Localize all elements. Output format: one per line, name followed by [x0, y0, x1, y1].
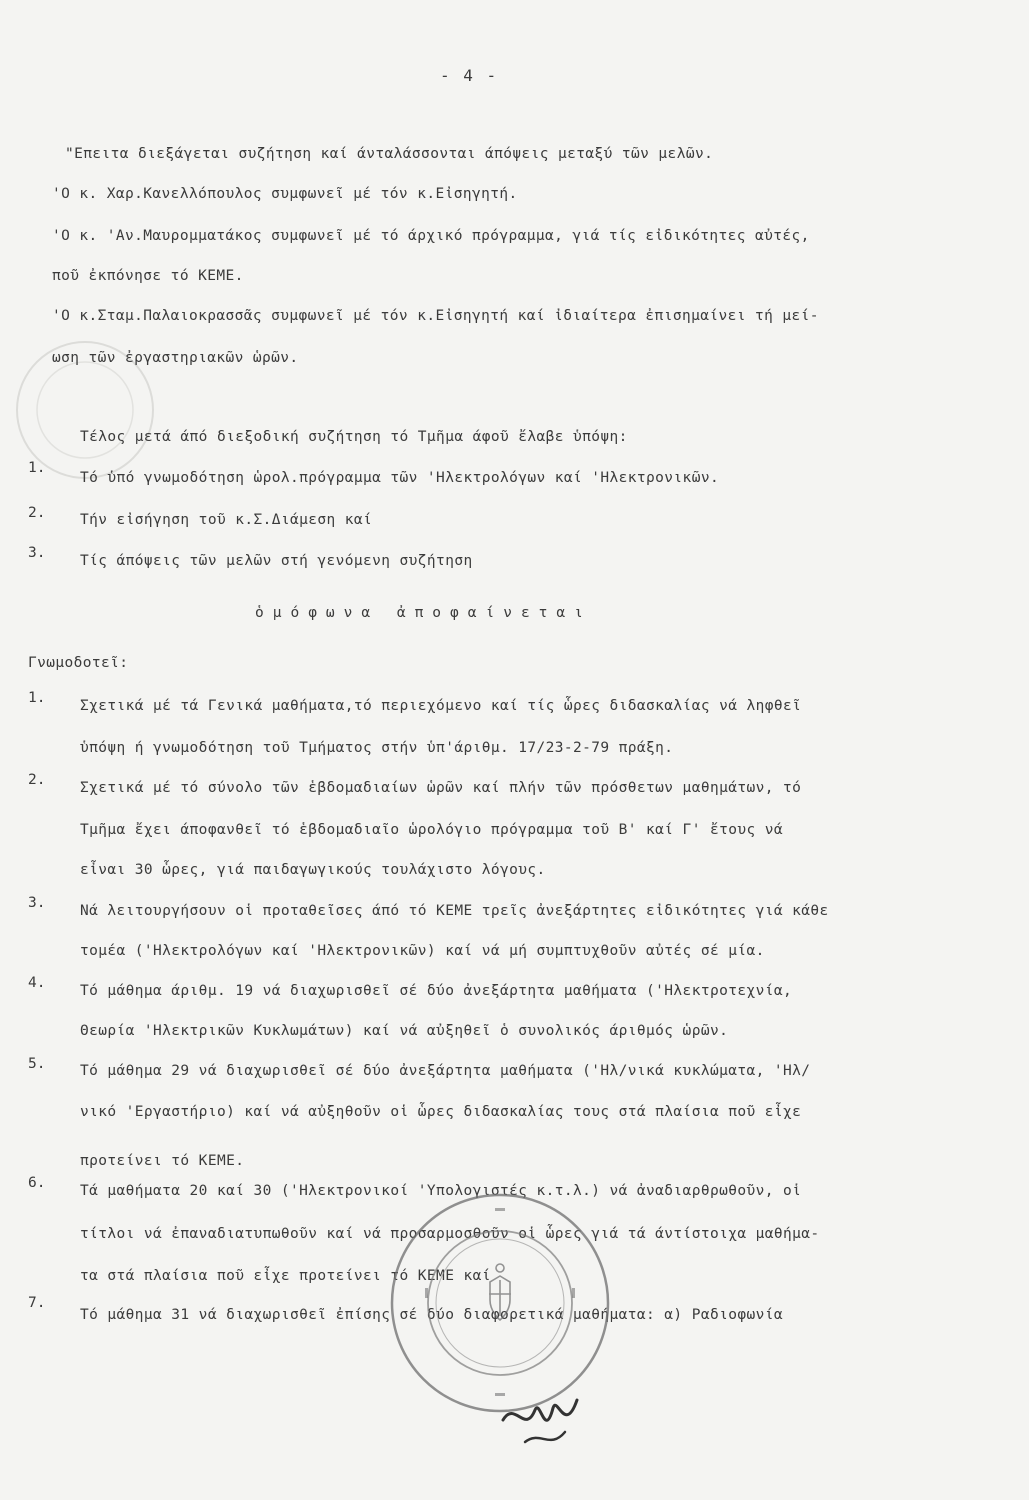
conclusion-intro: Τέλος μετά άπό διεξοδική συζήτηση τό Τμῆμα άφοῦ ἔλαβε ὑπόψη: [80, 429, 628, 445]
opinion-line: Τό μάθημα άριθμ. 19 νά διαχωρισθεῖ σέ δύο ἀνεξάρτητα μαθήματα ('Ηλεκτροτεχνία, [80, 983, 793, 999]
opinion-line: τα στά πλαίσια ποῦ εἶχε προτείνει τό ΚΕΜΕ καί [80, 1268, 491, 1284]
opinion-line: Τό μάθημα 31 νά διαχωρισθεῖ ἐπίσης σέ δύο διαφορετικά μαθήματα: α) Ραδιοφωνία [80, 1307, 783, 1323]
opinion-number: 4. [28, 975, 46, 991]
decision-heading: ὁμόφωνα ἀποφαίνεται [255, 605, 592, 621]
opinion-number: 7. [28, 1295, 46, 1311]
opinion-line: Σχετικά μέ τό σύνολο τῶν ἑβδομαδιαίων ὡρῶν καί πλήν τῶν πρόσθετων μαθημάτων, τό [80, 780, 802, 796]
consideration-number: 3. [28, 545, 46, 561]
opinion-line: Τμῆμα ἔχει άποφανθεῖ τό ἑβδομαδιαῖο ὡρολόγιο πρόγραμμα τοῦ Β' καί Γ' ἔτους νά [80, 822, 783, 838]
opinion-number: 2. [28, 772, 46, 788]
opinion-line: Τό μάθημα 29 νά διαχωρισθεῖ σέ δύο ἀνεξάρτητα μαθήματα ('Ηλ/νικά κυκλώματα, 'Ηλ/ [80, 1063, 811, 1079]
intro-line: 'Ο κ. 'Αν.Μαυρομματάκος συμφωνεῖ μέ τό άρχικό πρόγραμμα, γιά τίς εἰδικότητες αὐτές, [52, 228, 810, 244]
consideration-text: Τό ὑπό γνωμοδότηση ὡρολ.πρόγραμμα τῶν 'Ηλεκτρολόγων καί 'Ηλεκτρονικῶν. [80, 470, 720, 486]
intro-line: 'Ο κ.Σταμ.Παλαιοκρασσᾶς συμφωνεῖ μέ τόν κ.Εἰσηγητή καί ἰδιαίτερα ἐπισημαίνει τή μεί- [52, 308, 819, 324]
opinion-line: νικό 'Εργαστήριο) καί νά αὐξηθοῦν οἱ ὧρες διδασκαλίας τους στά πλαίσια ποῦ εἶχε [80, 1104, 802, 1120]
intro-line: ωση τῶν ἐργαστηριακῶν ὡρῶν. [52, 350, 299, 366]
opinion-number: 1. [28, 690, 46, 706]
opinion-number: 3. [28, 895, 46, 911]
opinion-line: ὑπόψη ή γνωμοδότηση τοῦ Τμήματος στήν ὑπ'άριθμ. 17/23-2-79 πράξη. [80, 740, 674, 756]
opinion-line: Θεωρία 'Ηλεκτρικῶν Κυκλωμάτων) καί νά αὐξηθεῖ ὁ συνολικός άριθμός ὡρῶν. [80, 1023, 729, 1039]
opinion-line: τίτλοι νά ἐπαναδιατυπωθοῦν καί νά προσαρμοσθοῦν οἱ ὧρες γιά τά άντίστοιχα μαθήμα- [80, 1226, 820, 1242]
opinion-line: Σχετικά μέ τά Γενικά μαθήματα,τό περιεχόμενο καί τίς ὧρες διδασκαλίας νά ληφθεῖ [80, 698, 802, 714]
opinion-line: Τά μαθήματα 20 καί 30 ('Ηλεκτρονικοί 'Υπολογιστές κ.τ.λ.) νά ἀναδιαρθρωθοῦν, οἱ [80, 1183, 802, 1199]
opinion-line: εἶναι 30 ὧρες, γιά παιδαγωγικούς τουλάχιστο λόγους. [80, 862, 546, 878]
page-number: - 4 - [440, 66, 499, 85]
intro-line: ποῦ ἐκπόνησε τό ΚΕΜΕ. [52, 268, 244, 284]
opinion-line: Νά λειτουργήσουν οἱ προταθεῖσες άπό τό ΚΕΜΕ τρεῖς ἀνεξάρτητες εἰδικότητες γιά κάθε [80, 903, 829, 919]
opinion-label: Γνωμοδοτεῖ: [28, 655, 129, 671]
opinion-line: προτείνει τό ΚΕΜΕ. [80, 1153, 245, 1169]
consideration-text: Τίς άπόψεις τῶν μελῶν στή γενόμενη συζήτηση [80, 553, 473, 569]
intro-line: 'Ο κ. Χαρ.Κανελλόπουλος συμφωνεῖ μέ τόν κ.Εἰσηγητή. [52, 186, 518, 202]
opinion-line: τομέα ('Ηλεκτρολόγων καί 'Ηλεκτρονικῶν) καί νά μή συμπτυχθοῦν αὐτές σέ μία. [80, 943, 765, 959]
consideration-text: Τήν εἰσήγηση τοῦ κ.Σ.Διάμεση καί [80, 512, 373, 528]
intro-line: "Επειτα διεξάγεται συζήτηση καί άνταλάσσονται άπόψεις μεταξύ τῶν μελῶν. [65, 146, 714, 162]
opinion-number: 6. [28, 1175, 46, 1191]
handwritten-signature [495, 1380, 585, 1460]
consideration-number: 2. [28, 505, 46, 521]
consideration-number: 1. [28, 460, 46, 476]
opinion-number: 5. [28, 1056, 46, 1072]
